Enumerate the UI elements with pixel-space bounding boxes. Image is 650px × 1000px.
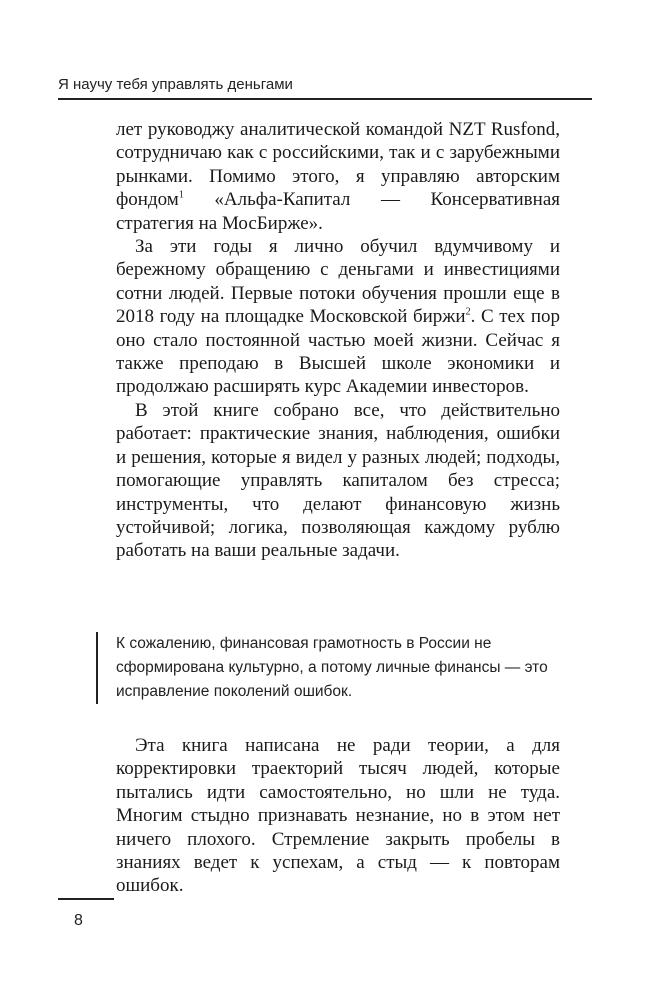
pull-quote: [96, 632, 580, 704]
footer-rule: [58, 898, 114, 900]
paragraph-2-text-a: За эти годы я лично обучил вдумчивому и бережному обращению с деньгами и инвестициями сотни людей. Первые потоки обучения прошли еще в 2018 году на площадке Московской биржи: [116, 236, 560, 328]
pull-quote-text: К сожалению, финансовая грамотность в России не сформирована культурно, а потому личные финансы — это исправление поколений ошибок.: [116, 635, 548, 700]
main-text: [116, 118, 560, 563]
paragraph-3: В этой книге собрано все, что действительно работает: практические знания, наблюдения, ошибки и решения, которые я видел у разных людей; подходы, помогающие управлять капиталом без стресса; инструменты, что делают финансовую жизнь устойчивой; логика, позволяющая каждому рублю работать на ваши реальные задачи.: [116, 399, 560, 562]
paragraph-4: Эта книга написана не ради теории, а для корректировки траекторий тысяч людей, которые пытались идти самостоятельно, но шли не туда. Многим стыдно признавать незнание, но в этом нет ничего плохого. Стремление закрыть пробелы в знаниях ведет к успехам, а стыд — к повторам ошибок.: [116, 735, 560, 897]
header-rule: [58, 98, 592, 100]
footnote-ref-1[interactable]: 1: [178, 189, 184, 201]
paragraph-1-text-a: лет руководжу аналитической командой NZT Rusfond, сотрудничаю как с российскими, так и с зарубежными рынками. Помимо этого, я управляю авторским фондом: [116, 119, 560, 211]
footnote-ref-2[interactable]: 2: [465, 306, 471, 318]
running-title: Я научу тебя управлять деньгами: [58, 76, 293, 93]
page-number: 8: [74, 912, 83, 929]
paragraph-2: [116, 235, 560, 399]
main-text-continued: [116, 734, 560, 898]
paragraph-2-text-b: . С тех пор оно стало постоянной частью моей жизни. Сейчас я также преподаю в Высшей школе экономики и продолжаю расширять курс Академии инвесторов.: [116, 306, 561, 398]
paragraph-1: [116, 118, 560, 235]
paragraph-1-text-b: «Альфа-Капитал — Консервативная стратегия на МосБирже».: [116, 189, 560, 234]
